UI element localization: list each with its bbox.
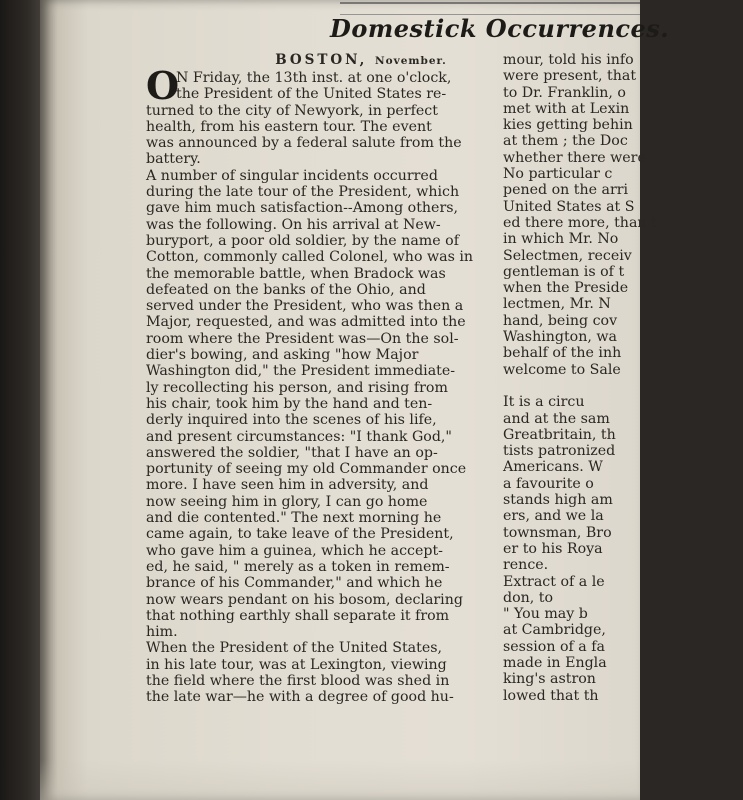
left-text-line: served under the President, who was then a bbox=[146, 298, 464, 315]
left-text-line: defeated on the banks of the Ohio, and bbox=[146, 281, 426, 298]
left-text-line: ed, he said, " merely as a token in remem- bbox=[146, 558, 450, 575]
left-text-line: N Friday, the 13th inst. at one o'clock, bbox=[176, 70, 452, 86]
left-text-line: portunity of seeing my old Commander once bbox=[146, 461, 467, 478]
right-text-line: met with at Lexin bbox=[503, 100, 630, 117]
right-text-line: ed there more, than t bbox=[503, 214, 657, 231]
right-text-line: rence. bbox=[503, 557, 549, 574]
left-text-line: room where the President was—On the sol- bbox=[146, 330, 459, 347]
right-text-line: Selectmen, receiv bbox=[503, 247, 632, 264]
right-text-line: don, to bbox=[503, 589, 554, 606]
right-text-line: behalf of the inh bbox=[503, 345, 622, 362]
right-text-line: when the Preside bbox=[503, 280, 629, 297]
right-text-line: mour, told his info bbox=[503, 52, 634, 68]
right-text-line: welcome to Sale bbox=[503, 361, 621, 378]
right-text-line: at Cambridge, bbox=[503, 622, 606, 639]
left-text-line: buryport, a poor old soldier, by the name of bbox=[146, 232, 459, 249]
right-text-line: at them ; the Doc bbox=[503, 133, 628, 150]
left-text-line: during the late tour of the President, which bbox=[146, 184, 460, 201]
left-text-line: Washington did," the President immediate- bbox=[146, 363, 456, 380]
right-text-line: gentleman is of t bbox=[503, 263, 625, 280]
left-text-line: and die contented." The next morning he bbox=[146, 510, 442, 527]
left-text-line: came again, to take leave of the President, bbox=[146, 526, 454, 543]
right-text-line: Americans. W bbox=[503, 459, 603, 476]
left-text-line: the memorable battle, when Bradock was bbox=[146, 265, 446, 282]
left-text-line: the field where the first blood was shed in bbox=[146, 672, 450, 689]
right-text-line: a favourite o bbox=[503, 475, 594, 492]
right-text-line: lowed that th bbox=[503, 687, 599, 704]
section-heading: Domestick Occurrences. bbox=[330, 14, 670, 43]
left-text-line: the President of the United States re- bbox=[176, 86, 447, 103]
article-body-left bbox=[146, 63, 536, 706]
right-text-line: made in Engla bbox=[503, 654, 607, 671]
dateline-month: November. bbox=[375, 55, 447, 67]
left-text-line: was the following. On his arrival at New- bbox=[146, 216, 441, 233]
right-text-lines bbox=[503, 52, 743, 704]
dateline-city: BOSTON, bbox=[275, 52, 368, 68]
left-text-line: was announced by a federal salute from the bbox=[146, 135, 462, 152]
dateline bbox=[186, 52, 536, 70]
right-text-line: tists patronized bbox=[503, 443, 616, 460]
right-text-line: No particular c bbox=[503, 166, 613, 183]
right-text-line: and at the sam bbox=[503, 410, 610, 427]
right-text-line: lectmen, Mr. N bbox=[503, 296, 611, 313]
left-text-line: health, from his eastern tour. The event bbox=[146, 118, 432, 135]
left-text-line: now seeing him in glory, I can go home bbox=[146, 493, 428, 510]
right-text-line: ers, and we la bbox=[503, 508, 604, 525]
left-text-line: Cotton, commonly called Colonel, who was in bbox=[146, 249, 474, 266]
right-column bbox=[503, 52, 743, 704]
right-text-line bbox=[503, 378, 743, 394]
right-text-line: kies getting behin bbox=[503, 117, 633, 134]
left-text-line: and present circumstances: "I thank God," bbox=[146, 428, 452, 445]
right-text-line: Greatbritain, th bbox=[503, 426, 616, 443]
right-text-line: Extract of a le bbox=[503, 573, 605, 590]
right-text-line: in which Mr. No bbox=[503, 231, 619, 248]
right-text-line: were present, that bbox=[503, 68, 637, 85]
left-text-line: A number of singular incidents occurred bbox=[146, 167, 438, 184]
left-text-line: him. bbox=[146, 624, 178, 641]
left-text-line: answered the soldier, "that I have an op- bbox=[146, 444, 438, 461]
left-text-line: the late war—he with a degree of good hu- bbox=[146, 689, 454, 706]
right-text-line: er to his Roya bbox=[503, 540, 603, 557]
right-text-line: session of a fa bbox=[503, 638, 605, 655]
right-text-line: " You may b bbox=[503, 606, 588, 623]
right-text-line: It is a circu bbox=[503, 394, 585, 411]
left-text-line: in his late tour, was at Lexington, viewing bbox=[146, 656, 447, 673]
right-text-line: hand, being cov bbox=[503, 312, 618, 329]
right-text-line: townsman, Bro bbox=[503, 524, 612, 541]
left-text-line: turned to the city of Newyork, in perfect bbox=[146, 102, 438, 119]
left-text-lines bbox=[146, 63, 536, 706]
left-text-line: gave him much satisfaction--Among others, bbox=[146, 200, 459, 217]
left-text-line: now wears pendant on his bosom, declaring bbox=[146, 591, 463, 608]
left-column bbox=[146, 52, 536, 706]
left-text-line: brance of his Commander," and which he bbox=[146, 575, 443, 592]
right-text-line: United States at S bbox=[503, 198, 635, 215]
right-text-line: whether there were bbox=[503, 149, 646, 166]
drop-cap: O bbox=[146, 63, 180, 108]
right-text-line: Washington, wa bbox=[503, 329, 617, 346]
left-text-line: ly recollecting his person, and rising from bbox=[146, 379, 448, 396]
left-text-line: derly inquired into the scenes of his life, bbox=[146, 412, 437, 429]
right-text-line: pened on the arri bbox=[503, 182, 629, 199]
newspaper-page bbox=[40, 0, 670, 800]
left-text-line: battery. bbox=[146, 151, 201, 168]
left-text-line: When the President of the United States, bbox=[146, 640, 443, 657]
page-bottom-shadow bbox=[40, 760, 640, 800]
left-text-line: his chair, took him by the hand and ten- bbox=[146, 395, 433, 412]
left-text-line: who gave him a guinea, which he accept- bbox=[146, 542, 443, 559]
left-text-line: more. I have seen him in adversity, and bbox=[146, 477, 429, 494]
right-text-line: to Dr. Franklin, o bbox=[503, 84, 626, 101]
left-text-line: that nothing earthly shall separate it from bbox=[146, 607, 450, 624]
right-text-line: stands high am bbox=[503, 492, 613, 509]
right-text-line: king's astron bbox=[503, 671, 596, 688]
left-text-line: Major, requested, and was admitted into the bbox=[146, 314, 466, 331]
left-text-line: dier's bowing, and asking "how Major bbox=[146, 347, 419, 364]
